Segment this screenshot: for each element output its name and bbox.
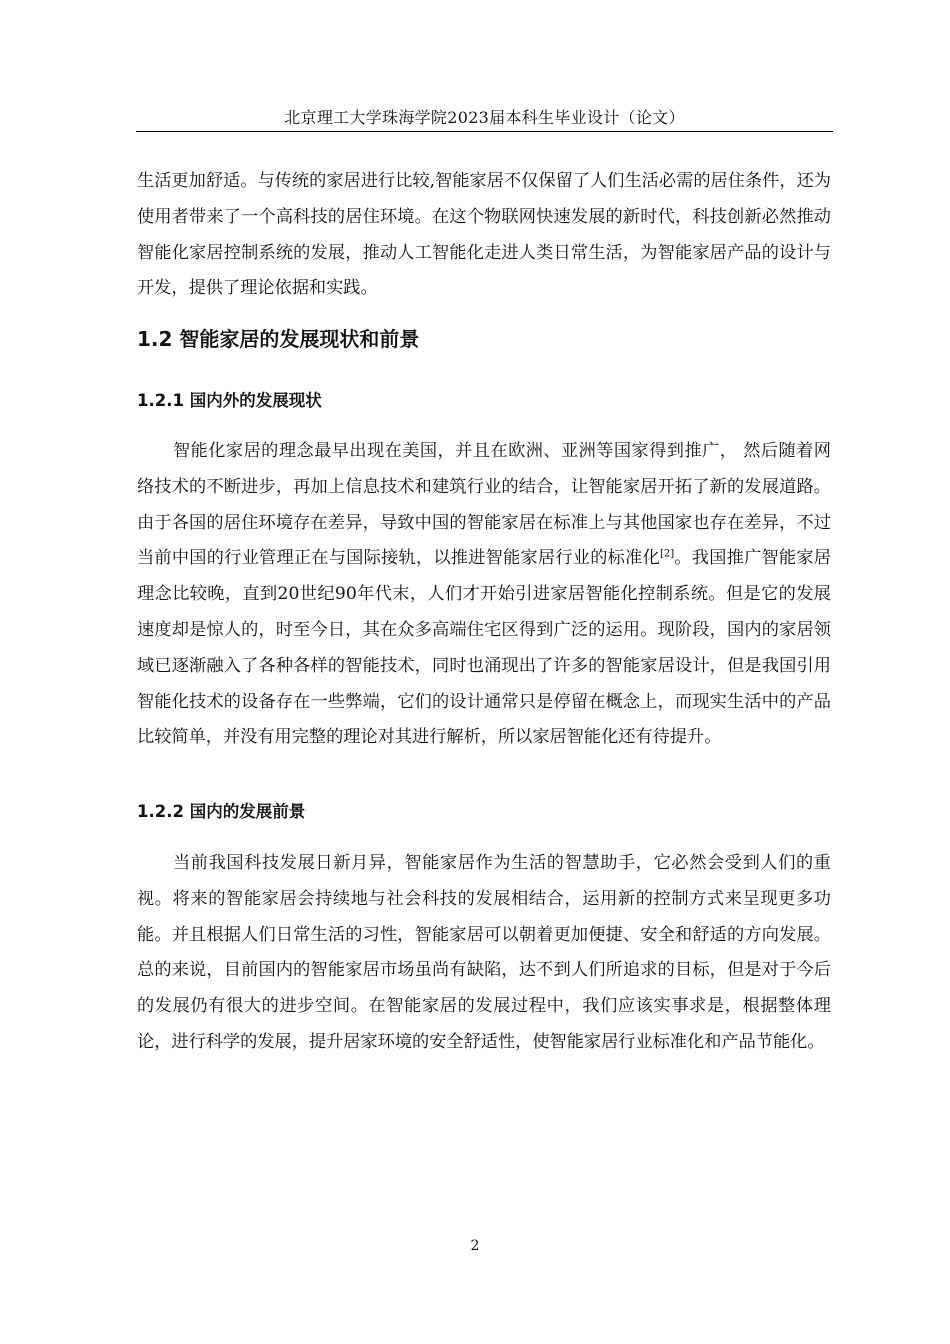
paragraph-development-prospects: 当前我国科技发展日新月异，智能家居作为生活的智慧助手，它必然会受到人们的重视。将来的智能家居会持续地与社会科技的发展相结合，运用新的控制方式来呈现更多功能。并且根据人们日常生活的习性，智能家居可以朝着更加便捷、安全和舒适的方向发展。总的来说，目前国内的智能家居市场虽尚有缺陷，达不到人们所追求的目标，但是对于今后的发展仍有很大的进步空间。在智能家居的发展过程中，我们应该实事求是，根据整体理论，进行科学的发展，提升居家环境的安全舒适性，使智能家居行业标准化和产品节能化。 (137, 853, 831, 1052)
section-heading: 1.2 智能家居的发展现状和前景 (137, 327, 420, 351)
header-rule (136, 131, 833, 132)
running-header: 北京理工大学珠海学院2023届本科生毕业设计（论文） (284, 108, 685, 127)
paragraph-text-part-2: 。我国推广智能家居理念比较晚，直到20世纪90年代末，人们才开始引进家居智能化控制系统。但是它的发展速度却是惊人的，时至今日，其在众多高端住宅区得到广泛的运用。现阶段，国内的家居领域已逐渐融入了各种各样的智能技术，同时也涌现出了许多的智能家居设计，但是我国引用智能化技术的设备存在一些弊端，它们的设计通常只是停留在概念上，而现实生活中的产品比较简单，并没有用完整的理论对其进行解析，所以家居智能化还有待提升。 (137, 548, 831, 748)
paragraph-text-part-1: 智能化家居的理念最早出现在美国，并且在欧洲、亚洲等国家得到推广， 然后随着网络技术的不断进步，再加上信息技术和建筑行业的结合，让智能家居开拓了新的发展道路。由于各国的居住环境存在差异，导致中国的智能家居在标准上与其他国家也存在差异，不过当前中国的行业管理正在与国际接轨，以推进智能家居行业的标准化 (137, 441, 831, 569)
subsection-heading-domestic-foreign: 1.2.1 国内外的发展现状 (137, 391, 322, 410)
subsection-heading-domestic-prospects: 1.2.2 国内的发展前景 (137, 802, 306, 821)
page-number: 2 (470, 1238, 480, 1254)
citation-reference: [2] (659, 548, 675, 560)
paragraph-continued: 生活更加舒适。与传统的家居进行比较,智能家居不仅保留了人们生活必需的居住条件，还为使用者带来了一个高科技的居住环境。在这个物联网快速发展的新时代，科技创新必然推动智能化家居控制系统的发展，推动人工智能化走进人类日常生活，为智能家居产品的设计与开发，提供了理论依据和实践。 (137, 171, 831, 299)
paragraph-development-status (137, 434, 831, 756)
